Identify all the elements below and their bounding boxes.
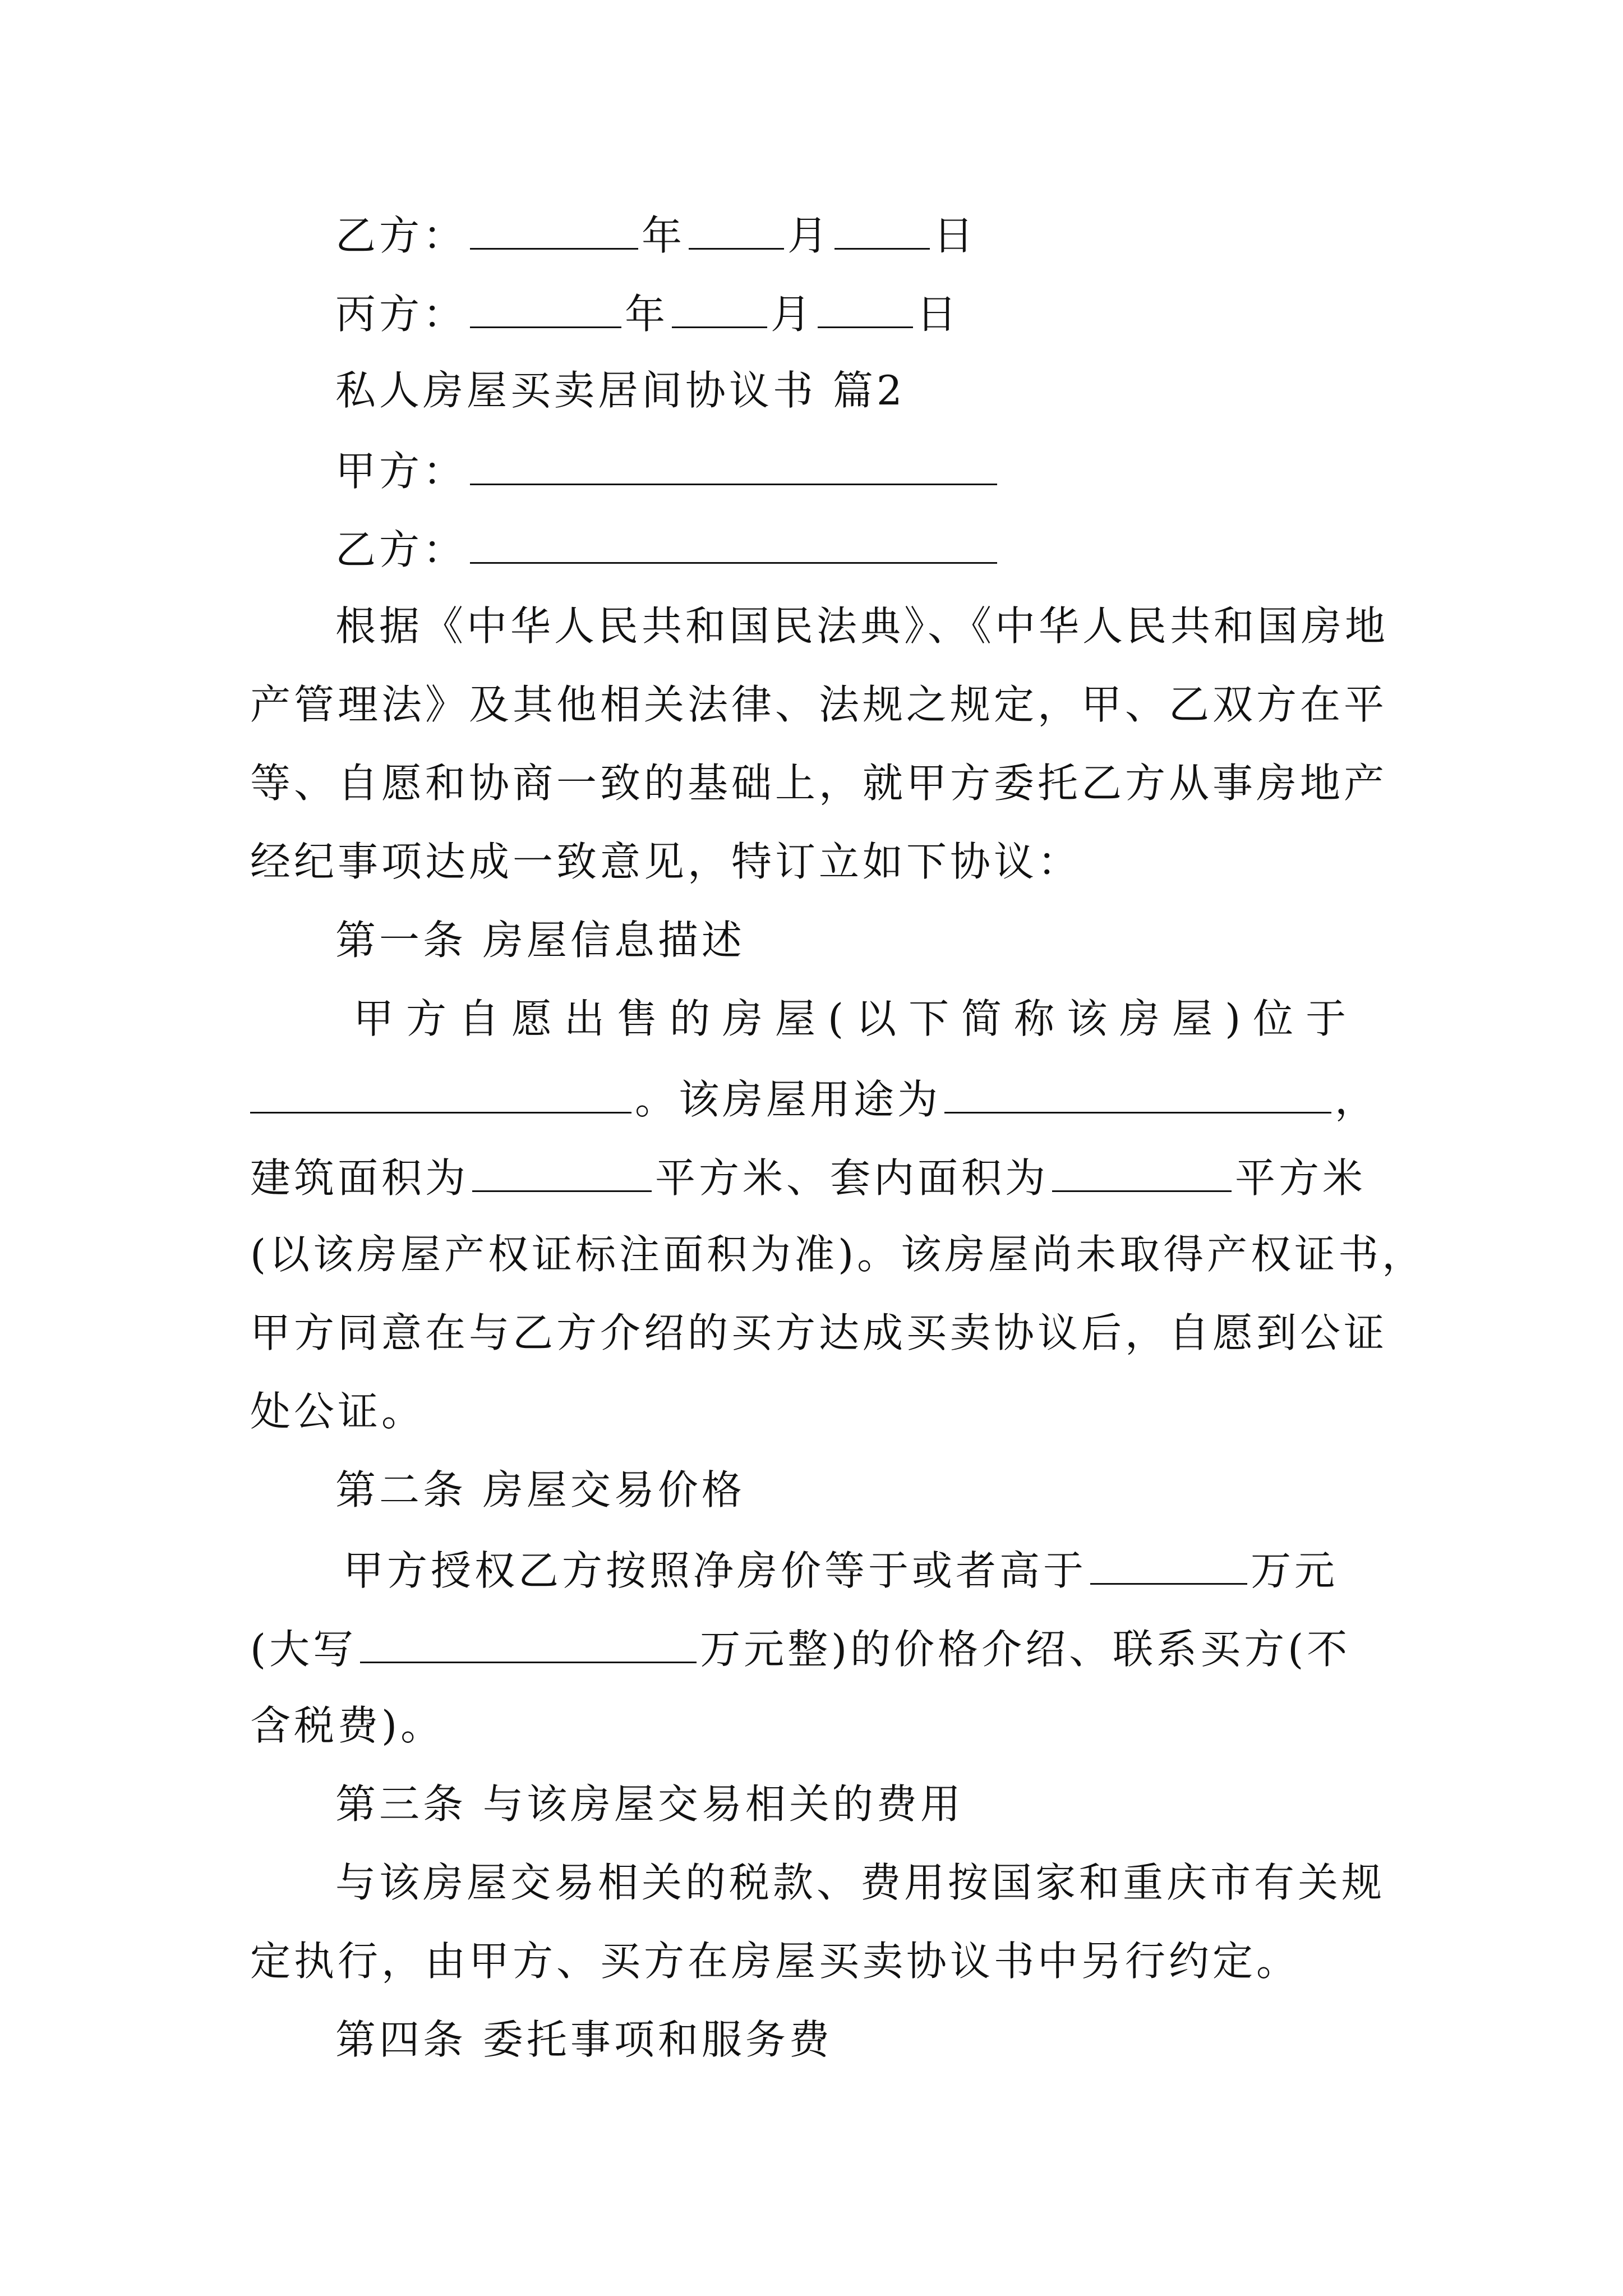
blank-field xyxy=(834,213,930,250)
text-segment: 平方米、套内面积为 xyxy=(655,1154,1049,1202)
paragraph-line: 与该房屋交易相关的税款、费用按国家和重庆市有关规 xyxy=(335,1859,1386,1906)
party-b-label: 乙方： xyxy=(335,526,467,573)
text-segment: 甲方授权乙方按照净房价等于或者高于 xyxy=(343,1547,1087,1594)
blank-field xyxy=(472,1156,652,1192)
blank-field xyxy=(1052,1156,1232,1192)
blank-field xyxy=(1090,1548,1247,1585)
blank-field xyxy=(470,527,997,564)
paragraph-line: 等、自愿和协商一致的基础上，就甲方委托乙方从事房地产 xyxy=(250,760,1388,807)
blank-field xyxy=(470,292,621,328)
blank-field xyxy=(689,213,784,250)
blank-field xyxy=(944,1077,1331,1114)
text-segment: 建筑面积为 xyxy=(250,1154,469,1202)
blank-field xyxy=(470,213,638,250)
year-label: 年 xyxy=(642,212,686,259)
paragraph-line: 甲方同意在与乙方介绍的买方达成买卖协议后，自愿到公证 xyxy=(250,1309,1388,1356)
month-label: 月 xyxy=(771,291,815,338)
text-segment: (大写 xyxy=(250,1626,357,1673)
signature-line-party-b xyxy=(0,212,1623,259)
text-segment: ， xyxy=(1335,1076,1379,1123)
paragraph-line xyxy=(0,1154,1623,1202)
party-a-label: 甲方： xyxy=(335,448,467,495)
paragraph-line xyxy=(0,1547,1623,1594)
paragraph-line: 处公证。 xyxy=(250,1388,426,1435)
year-label: 年 xyxy=(625,291,669,338)
blank-field xyxy=(250,1077,631,1114)
party-a-line xyxy=(0,448,1623,495)
article-title: 第四条 委托事项和服务费 xyxy=(335,2016,833,2063)
month-label: 月 xyxy=(787,212,832,259)
party-b-label: 乙方： xyxy=(335,212,467,259)
blank-field xyxy=(360,1627,697,1663)
paragraph-line xyxy=(0,1076,1623,1123)
text-segment: 平方米 xyxy=(1235,1154,1367,1202)
blank-field xyxy=(672,292,767,328)
text-segment: 。该房屋用途为 xyxy=(635,1076,942,1123)
article-title: 第三条 与该房屋交易相关的费用 xyxy=(335,1780,964,1828)
paragraph-line: 经纪事项达成一致意见，特订立如下协议： xyxy=(250,838,1082,885)
paragraph-line: 产管理法》及其他相关法律、法规之规定，甲、乙双方在平 xyxy=(250,681,1388,728)
text-segment: 万元整)的价格介绍、联系买方(不 xyxy=(700,1626,1351,1673)
paragraph-line: 定执行，由甲方、买方在房屋买卖协议书中另行约定。 xyxy=(250,1938,1301,1985)
day-label: 日 xyxy=(916,291,961,338)
blank-field xyxy=(470,449,997,485)
section-title: 私人房屋买卖居间协议书 篇2 xyxy=(335,367,906,414)
party-b-line xyxy=(0,526,1623,573)
blank-field xyxy=(818,292,913,328)
paragraph-line: (以该房屋产权证标注面积为准)。该房屋尚未取得产权证书， xyxy=(250,1231,1426,1278)
text-segment: 万元 xyxy=(1251,1547,1339,1594)
paragraph-line: 根据《中华人民共和国民法典》、《中华人民共和国房地 xyxy=(335,602,1389,650)
day-label: 日 xyxy=(933,212,978,259)
paragraph-line: 甲方自愿出售的房屋(以下简称该房屋)位于 xyxy=(353,995,1359,1042)
paragraph-line xyxy=(0,1626,1623,1673)
article-title: 第二条 房屋交易价格 xyxy=(335,1466,745,1513)
article-title: 第一条 房屋信息描述 xyxy=(335,917,745,964)
party-c-label: 丙方： xyxy=(335,291,467,338)
paragraph-line: 含税费)。 xyxy=(250,1702,445,1749)
signature-line-party-c xyxy=(0,291,1623,338)
